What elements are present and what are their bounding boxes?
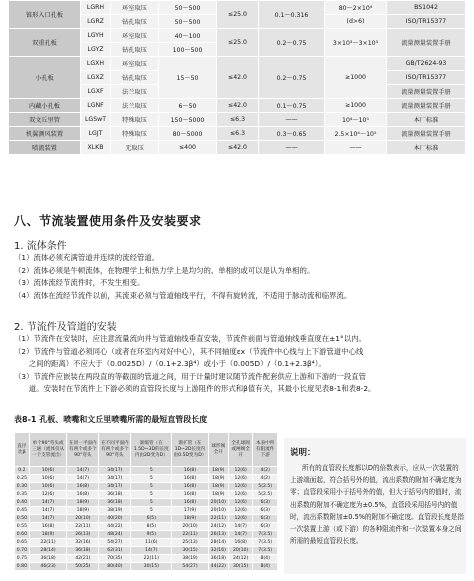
installation-item: 之间的距离）不应大于（0.0025D）/（0.1+2.3β⁴）或小于（0.005D）/（0.1+2.3β⁴）。 <box>14 359 326 369</box>
table-row <box>15 531 278 539</box>
pressure-tap-cell: 环室取压 <box>111 57 159 71</box>
length-cell: 28(14) <box>208 539 228 547</box>
accuracy-cell: ≤6.3 <box>217 127 259 141</box>
standard-cell: 流量测量装置手册 <box>387 99 466 113</box>
table-row <box>15 467 278 475</box>
length-cell: 26(13) <box>67 531 99 539</box>
installation-item: 道。安装时在节流件上下游必须的直管段长度与上游阻件的形式和β值有关，其最小长度见表8-1和表8-2。 <box>14 384 376 394</box>
fluid-condition-item: （3）流体流经节流件时，不发生相变。 <box>14 278 145 288</box>
reynolds-cell: 3×10³～3×10⁵ <box>325 29 387 57</box>
fluid-condition-item: （4）流体在流经节流件以前，其流束必须与管道轴线平行，不得有旋转流，不适用于脉动流和临界流。 <box>14 290 352 300</box>
table-row <box>15 555 278 563</box>
length-cell: 48(24) <box>99 531 131 539</box>
table-row <box>15 515 278 523</box>
length-cell: 16(8) <box>172 483 208 491</box>
table-row <box>15 563 278 571</box>
diameter-range-cell: 100～500 <box>159 43 217 57</box>
diameter-ratio-cell: 0.2～0.75 <box>259 29 325 57</box>
pressure-tap-cell: 钻孔取压 <box>111 71 159 85</box>
length-cell: 14(7) <box>29 499 67 507</box>
length-cell: 32(16) <box>208 547 228 555</box>
reynolds-cell: 2.5×10⁴～10⁵ <box>325 127 387 141</box>
table-row <box>15 475 278 483</box>
spec-row <box>9 99 466 113</box>
diameter-ratio-cell: 0.1～0.75 <box>259 99 325 113</box>
accuracy-cell: ≤25.0 <box>217 1 259 29</box>
beta-cell: 0.25 <box>15 475 30 483</box>
standard-cell: ISO/TR15377 <box>387 15 466 29</box>
device-group-cell: 内藏小孔板 <box>9 99 81 113</box>
diameter-range-cell: 15～50 <box>159 57 217 99</box>
device-group-cell: 机翼测风装置 <box>9 127 81 141</box>
length-cell: 16(8) <box>172 491 208 499</box>
pressure-tap-cell: 钻孔取压 <box>111 15 159 29</box>
length-cell: 7(3.5) <box>253 531 278 539</box>
spec-row <box>9 29 466 43</box>
spec-row <box>9 113 466 127</box>
length-cell: 30(15) <box>228 563 253 571</box>
standard-cell: 本厂标准 <box>387 141 466 155</box>
length-cell: 8(5) <box>131 523 172 531</box>
length-cell: 46(23) <box>29 563 67 571</box>
model-cell: LGSwT <box>81 113 111 127</box>
diameter-range-cell: ≤400 <box>159 141 217 155</box>
length-cell: 70(35) <box>99 555 131 563</box>
length-header-cell: 球形阀全开 <box>208 433 228 467</box>
beta-cell: 0.55 <box>15 523 30 531</box>
diameter-ratio-cell: 0.1～0.316 <box>259 1 325 29</box>
straight-length-table <box>14 432 278 571</box>
length-cell: 5(2.5) <box>253 483 278 491</box>
beta-cell: 0.70 <box>15 547 30 555</box>
table-row <box>15 523 278 531</box>
installation-heading: 2. 节流件及管道的安装 <box>14 322 117 333</box>
section-title: 八、节流装置使用条件及安装要求 <box>14 214 202 228</box>
length-cell: 20(10) <box>172 523 208 531</box>
spec-row <box>9 1 466 15</box>
pressure-tap-cell: 无取压 <box>111 141 159 155</box>
length-cell: 17(9) <box>172 507 208 515</box>
standard-cell: GB/T2624-93 <box>387 57 466 71</box>
accuracy-cell: ≤25.0 <box>217 29 259 57</box>
length-cell: 12(6) <box>228 507 253 515</box>
beta-cell: 0.50 <box>15 515 30 523</box>
length-cell: 50(25) <box>67 563 99 571</box>
length-cell: 36(18) <box>208 555 228 563</box>
length-cell: 14(7) <box>228 523 253 531</box>
device-group-cell: 双文丘里管 <box>9 113 81 127</box>
length-cell: 42(21) <box>67 555 99 563</box>
model-cell: LGXZ <box>81 71 111 85</box>
reynolds-cell: (d>6) <box>325 15 387 29</box>
length-cell: 16(8) <box>228 539 253 547</box>
length-header-cell: 渐扩管（在1D~2D长度内由0.5D变为D） <box>172 433 208 467</box>
beta-cell: 0.30 <box>15 483 30 491</box>
flow-device-spec-table <box>8 0 466 155</box>
standard-cell: 流量测量装置手册 <box>387 29 466 57</box>
device-group-cell: 双重孔板 <box>9 29 81 57</box>
length-cell: 44(22) <box>208 563 228 571</box>
length-cell: 14(7) <box>228 531 253 539</box>
length-cell: 5 <box>131 475 172 483</box>
model-cell: LGXF <box>81 85 111 99</box>
diameter-ratio-cell: 0.2～0.75 <box>259 57 325 99</box>
length-cell: 8(4) <box>253 555 278 563</box>
standard-cell: 流量测量装置手册 <box>387 85 466 99</box>
pressure-tap-cell: 特殊取压 <box>111 113 159 127</box>
length-cell: 6(5) <box>131 515 172 523</box>
length-cell: 20(10) <box>228 547 253 555</box>
length-header-cell: 渐缩管（在1.5D~3D的长度内由2D变为D） <box>131 433 172 467</box>
standard-cell: 本厂标准 <box>387 113 466 127</box>
length-cell: 10(6) <box>29 483 67 491</box>
length-cell: 38(19) <box>172 555 208 563</box>
length-cell: 12(6) <box>228 499 253 507</box>
length-cell: 18(9) <box>29 531 67 539</box>
model-cell: LGRZ <box>81 15 111 29</box>
length-cell: 62(31) <box>99 547 131 555</box>
length-cell: 14(7) <box>29 515 67 523</box>
length-cell: 14(7) <box>29 507 67 515</box>
length-cell: 12(6) <box>228 475 253 483</box>
reynolds-cell: 10⁴～10⁵ <box>325 113 387 127</box>
fluid-condition-item: （2）流体必须是牛顿流体，在物理学上和热力学上是均匀的、单相的或可以是认为单相的。 <box>14 265 315 275</box>
note-title: 说明： <box>290 448 316 458</box>
length-cell: 9(5) <box>131 531 172 539</box>
beta-cell: 0.65 <box>15 539 30 547</box>
length-cell: 18(9) <box>208 467 228 475</box>
length-cell: 30(15) <box>131 563 172 571</box>
length-cell: 5 <box>131 483 172 491</box>
length-cell: 12(6) <box>228 491 253 499</box>
length-cell: 32(16) <box>67 539 99 547</box>
device-group-cell: 喷流装置 <box>9 141 81 155</box>
reynolds-cell: ≥1000 <box>325 99 387 113</box>
length-cell: 4(2) <box>253 467 278 475</box>
length-cell: 36(18) <box>99 491 131 499</box>
accuracy-cell: ≤42.0 <box>217 57 259 99</box>
standard-cell: ISO/TR15377 <box>387 71 466 85</box>
table-row <box>15 539 278 547</box>
accuracy-cell: ≤42.0 <box>217 141 259 155</box>
spec-row <box>9 57 466 71</box>
spec-row <box>9 127 466 141</box>
diameter-range-cell: 50～500 <box>159 1 217 15</box>
fluid-condition-item: （1）流体必须充满管道并连续的流经管道。 <box>14 253 160 262</box>
length-cell: 18(9) <box>67 499 99 507</box>
length-cell: 6(3) <box>253 499 278 507</box>
length-cell: 16(8) <box>67 483 99 491</box>
diameter-ratio-cell: 0.3～0.65 <box>259 127 325 141</box>
length-table-title: 表8-1 孔板、喷嘴和文丘里喷嘴所需的最短直管段长度 <box>14 415 208 424</box>
length-cell: 7(3.5) <box>253 547 278 555</box>
length-cell: 16(8) <box>172 475 208 483</box>
length-cell: 40(20) <box>99 515 131 523</box>
length-cell: 14(7) <box>67 467 99 475</box>
length-cell: 24(12) <box>208 523 228 531</box>
length-cell: 54(27) <box>172 563 208 571</box>
model-cell: LGNF <box>81 99 111 113</box>
length-cell: 16(8) <box>29 523 67 531</box>
length-cell: 20(10) <box>67 515 99 523</box>
diameter-range-cell: 40～100 <box>159 29 217 43</box>
length-cell: 18(9) <box>208 483 228 491</box>
model-cell: LGYH <box>81 29 111 43</box>
fluid-conditions-heading: 1. 流体条件 <box>14 241 67 252</box>
spec-row <box>9 141 466 155</box>
length-cell: 16(8) <box>67 491 99 499</box>
length-cell: 12(6) <box>29 491 67 499</box>
length-cell: 30(15) <box>172 547 208 555</box>
beta-cell: 0.2 <box>15 467 30 475</box>
reynolds-cell: —— <box>325 141 387 155</box>
model-cell: LGXH <box>81 57 111 71</box>
length-cell: 5 <box>131 491 172 499</box>
length-cell: 6(3) <box>253 515 278 523</box>
length-cell: 12(6) <box>228 467 253 475</box>
length-cell: 18(9) <box>208 491 228 499</box>
accuracy-cell: ≤42.0 <box>217 99 259 113</box>
length-cell: 18(9) <box>208 475 228 483</box>
table-row <box>15 483 278 491</box>
length-cell: 38(19) <box>99 507 131 515</box>
diameter-range-cell: 150～5000 <box>159 113 217 127</box>
model-cell: LGYZ <box>81 43 111 57</box>
pressure-tap-cell: 钻孔取压 <box>111 43 159 57</box>
length-cell: 25(13) <box>172 539 208 547</box>
length-cell: 18(9) <box>67 507 99 515</box>
beta-cell: 0.60 <box>15 531 30 539</box>
length-cell: 34(17) <box>99 483 131 491</box>
length-cell: 5 <box>131 467 172 475</box>
length-cell: 5 <box>131 499 172 507</box>
standard-cell: BS1042 <box>387 1 466 15</box>
model-cell: XLKB <box>81 141 111 155</box>
length-cell: 18(9) <box>172 515 208 523</box>
length-cell: 34(17) <box>99 467 131 475</box>
length-cell: 12(6) <box>228 483 253 491</box>
reynolds-cell: 80～2×10⁴ <box>325 1 387 15</box>
table-row <box>15 499 278 507</box>
beta-cell: 0.80 <box>15 563 30 571</box>
installation-item: （2）节流件与管道必须同心（或者在环室内对好中心），其不同轴度εx（节流件中心线与上下游管道中心线 <box>14 346 364 356</box>
length-cell: 22(11) <box>208 515 228 523</box>
diameter-range-cell: 80～5000 <box>159 127 217 141</box>
installation-item: （1）节流件在安装时，应注意流量流向并与管道轴线垂直安装，节流件前面与管道轴线垂直度在±1°以内。 <box>14 334 366 343</box>
length-cell: 6(3) <box>253 523 278 531</box>
accuracy-cell: ≤6.3 <box>217 113 259 127</box>
length-cell: 16(8) <box>172 499 208 507</box>
length-cell: 22(11) <box>172 531 208 539</box>
reynolds-cell: ≥1000 <box>325 57 387 99</box>
fluid-conditions-list <box>14 252 466 302</box>
model-cell: LGRH <box>81 1 111 15</box>
length-header-cell: 全孔球阀或闸阀全开 <box>228 433 253 467</box>
table-row <box>15 507 278 515</box>
installation-list <box>14 333 466 396</box>
length-cell: 14(7) <box>131 547 172 555</box>
length-cell: 6(3) <box>253 507 278 515</box>
length-header-cell: 单个90°弯头或三通（流体仅从一个支管流出） <box>29 433 67 467</box>
length-cell: 36(18) <box>29 555 67 563</box>
length-cell: 44(22) <box>99 523 131 531</box>
diameter-ratio-cell: —— <box>259 113 325 127</box>
length-cell: 54(27) <box>99 539 131 547</box>
length-cell: 10(6) <box>29 467 67 475</box>
length-cell: 22(11) <box>29 539 67 547</box>
length-cell: 28(14) <box>29 547 67 555</box>
length-header-cell: 直径比β <box>15 433 30 467</box>
length-cell: 24(12) <box>228 555 253 563</box>
length-cell: 4(2) <box>253 475 278 483</box>
length-header-cell: 在不同平面内有两个或多个90°弯头 <box>99 433 131 467</box>
length-cell: 22(11) <box>67 523 99 531</box>
device-group-cell: 锥形入口孔板 <box>9 1 81 29</box>
length-cell: 7(3.5) <box>253 539 278 547</box>
length-cell: 12(6) <box>228 515 253 523</box>
length-cell: 5 <box>131 507 172 515</box>
length-cell: 10(6) <box>29 475 67 483</box>
length-cell: 80(40) <box>99 563 131 571</box>
length-cell: 20(10) <box>208 507 228 515</box>
device-group-cell: 小孔板 <box>9 57 81 99</box>
beta-cell: 0.40 <box>15 499 30 507</box>
diameter-range-cell: 50～500 <box>159 15 217 29</box>
length-cell: 36(18) <box>99 499 131 507</box>
model-cell: LGJT <box>81 127 111 141</box>
standard-cell: 流量测量装置手册 <box>387 127 466 141</box>
beta-cell: 0.45 <box>15 507 30 515</box>
table-row <box>15 547 278 555</box>
length-cell: 20(10) <box>208 499 228 507</box>
length-header-cell: 本表中所有阻流件下游 <box>253 433 278 467</box>
note-text: 所有的直管段长度都以D的倍数表示，应从一次装置的上游端面起，符合括号外的值，流出系数的附加不确定度为零；直管段采用小于括号外的值，但大于括号内的值时，流出系数的附加不确定度为±0.5%，直管段采用括号内的值时，流出系数附加±0.5%的附加不确定度。直管段长度是指一次装置上游（或下游）的各种阻流件和一次装置本身之间所需的最短直管段长度。 <box>290 464 464 546</box>
beta-cell: 0.75 <box>15 555 30 563</box>
length-cell: 22(11) <box>131 555 172 563</box>
length-cell: 26(13) <box>208 531 228 539</box>
length-cell: 14(7) <box>67 475 99 483</box>
pressure-tap-cell: 环室取压 <box>111 29 159 43</box>
diameter-ratio-cell: —— <box>259 141 325 155</box>
pressure-tap-cell: 法兰取压 <box>111 99 159 113</box>
beta-cell: 0.35 <box>15 491 30 499</box>
length-cell: 34(17) <box>99 475 131 483</box>
table-row <box>15 491 278 499</box>
length-cell: 5(2.5) <box>253 491 278 499</box>
pressure-tap-cell: 环室取压 <box>111 1 159 15</box>
length-cell: 16(8) <box>172 467 208 475</box>
length-header-cell: 在同一平面内有两个或多个90°弯头 <box>67 433 99 467</box>
pressure-tap-cell: 特殊取压 <box>111 127 159 141</box>
length-cell: 8(4) <box>253 563 278 571</box>
length-cell: 36(18) <box>67 547 99 555</box>
pressure-tap-cell: 法兰取压 <box>111 85 159 99</box>
length-cell: 11(6) <box>131 539 172 547</box>
installation-item: （3）节流件应嵌装在两段直的等截面的管道之间，用于计量时建议随节流件配套供应上游和下游的一段直管 <box>14 371 367 381</box>
diameter-range-cell: 6～50 <box>159 99 217 113</box>
